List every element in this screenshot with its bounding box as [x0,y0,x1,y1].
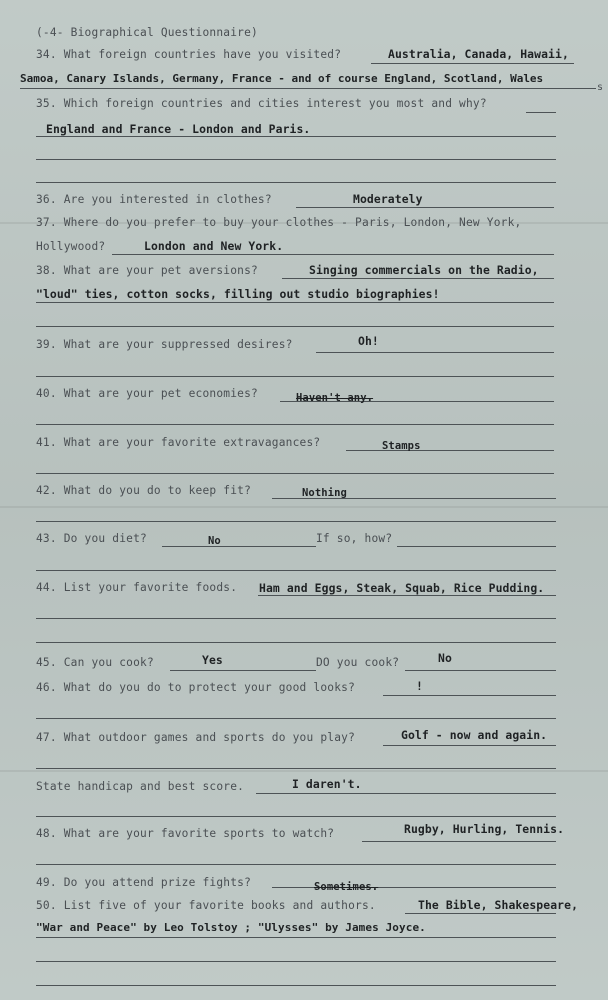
answer-line [36,937,556,938]
answer-37: London and New York. [144,239,284,253]
answer-line [346,450,554,451]
question-45: 45. Can you cook? [36,656,154,669]
question-35: 35. Which foreign countries and cities interest you most and why? [36,97,487,110]
answer-line [383,695,556,696]
answer-line [316,352,554,353]
question-37-line2: Hollywood? [36,240,106,253]
answer-line [36,642,556,643]
answer-line [36,473,554,474]
answer-45-followup: No [438,651,452,665]
answer-40: Haven't any. [296,392,374,404]
answer-line [36,424,554,425]
answer-35-line1: England and France - London and Paris. [46,122,311,136]
question-47-handicap: State handicap and best score. [36,780,245,793]
answer-line [20,88,596,89]
answer-line [362,841,556,842]
question-43-followup: If so, how? [316,532,393,545]
answer-line [256,793,556,794]
answer-46: ! [416,679,423,693]
answer-line [36,816,556,817]
answer-line [282,278,554,279]
question-37-line1: 37. Where do you prefer to buy your clothes - Paris, London, New York, [36,216,522,229]
answer-44: Ham and Eggs, Steak, Squab, Rice Pudding. [259,581,545,595]
answer-line [36,521,556,522]
question-48: 48. What are your favorite sports to watch? [36,827,335,840]
answer-38-line2: "loud" ties, cotton socks, filling out studio biographies! [36,287,440,301]
answer-line [112,254,554,255]
answer-line [405,913,556,914]
answer-line [405,670,556,671]
question-38: 38. What are your pet aversions? [36,264,258,277]
page-header: (-4- Biographical Questionnaire) [36,26,258,39]
question-45-followup: DO you cook? [316,656,400,669]
question-40: 40. What are your pet economies? [36,387,258,400]
answer-line [36,182,556,183]
answer-47: Golf - now and again. [401,728,548,742]
answer-36: Moderately [353,192,423,206]
answer-50-line2: "War and Peace" by Leo Tolstoy ; "Ulysses" by James Joyce. [36,921,426,934]
answer-line [36,302,554,303]
answer-50-line1: The Bible, Shakespeare, [418,898,579,912]
answer-line [36,136,556,137]
answer-line [258,595,556,596]
answer-47-handicap: I daren't. [292,777,362,791]
answer-49: Sometimes. [314,881,379,893]
question-49: 49. Do you attend prize fights? [36,876,251,889]
answer-line [383,745,556,746]
question-41: 41. What are your favorite extravagances? [36,436,321,449]
answer-43: No [208,535,221,547]
fold-line [0,506,608,508]
answer-48: Rugby, Hurling, Tennis. [404,822,565,836]
answer-38-line1: Singing commercials on the Radio, [309,263,539,277]
answer-line [296,207,554,208]
answer-34-line2: Samoa, Canary Islands, Germany, France - and of course England, Scotland, Wales [20,72,544,85]
margin-mark: s [597,82,604,93]
question-34: 34. What foreign countries have you visited? [36,48,342,61]
answer-line [36,985,556,986]
answer-line [36,159,556,160]
question-47: 47. What outdoor games and sports do you play? [36,731,356,744]
question-42: 42. What do you do to keep fit? [36,484,251,497]
answer-line [36,768,556,769]
answer-34-line1: Australia, Canada, Hawaii, [388,47,569,61]
answer-41: Stamps [382,440,421,452]
answer-line [526,112,556,113]
answer-line [36,864,556,865]
answer-line [36,961,556,962]
answer-line [36,618,556,619]
question-36: 36. Are you interested in clothes? [36,193,272,206]
answer-line [170,670,316,671]
answer-42: Nothing [302,487,347,499]
question-46: 46. What do you do to protect your good looks? [36,681,356,694]
question-50: 50. List five of your favorite books and authors. [36,899,376,912]
fold-line [0,770,608,772]
question-39: 39. What are your suppressed desires? [36,338,293,351]
answer-line [162,546,316,547]
answer-line [371,63,574,64]
answer-line [397,546,556,547]
question-44: 44. List your favorite foods. [36,581,238,594]
answer-line [36,570,556,571]
answer-45: Yes [202,653,223,667]
answer-line [36,718,556,719]
answer-39: Oh! [358,334,379,348]
answer-line [36,326,554,327]
answer-line [36,376,554,377]
question-43: 43. Do you diet? [36,532,147,545]
